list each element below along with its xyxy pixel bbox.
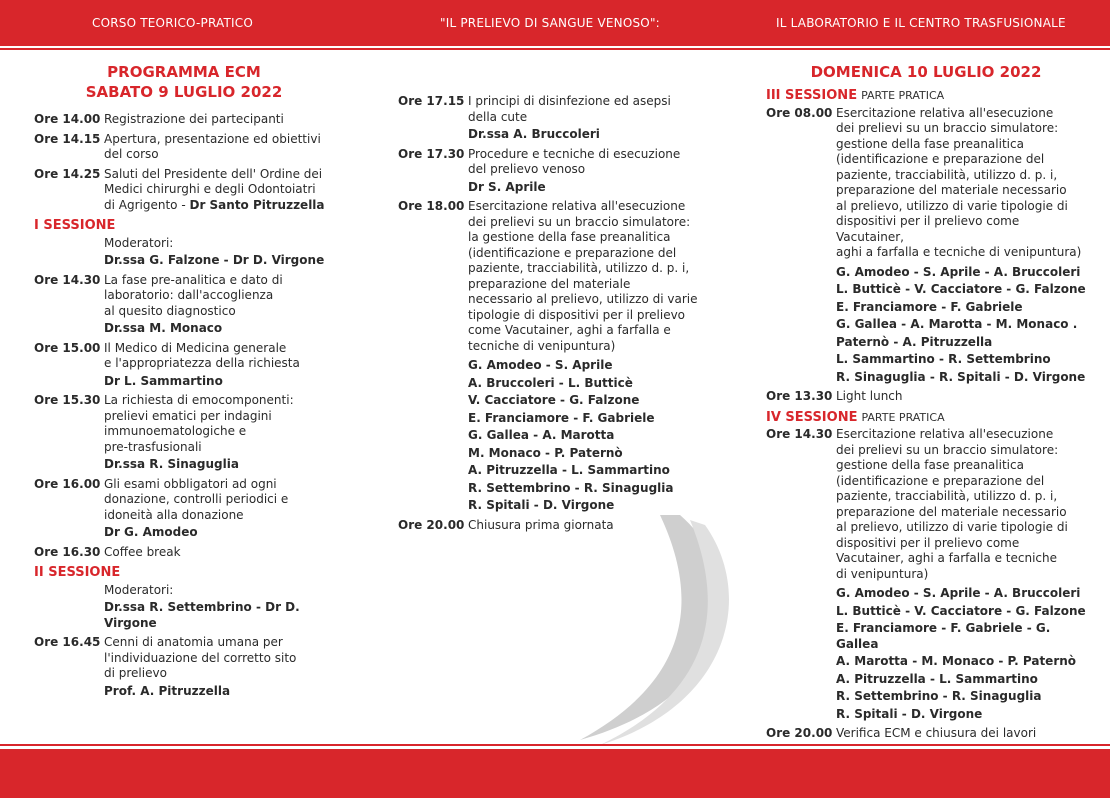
decorative-swoosh	[540, 505, 740, 745]
entry-text: paziente, tracciabilità, utilizzo d. p. i,	[468, 261, 690, 275]
tutor-names: R. Spitali - D. Virgone	[468, 498, 615, 512]
entry-1415	[34, 132, 334, 163]
entry-text: al prelievo, utilizzo di varie tipologie di	[836, 198, 1068, 213]
entry-text: gestione della fase preanalitica	[836, 458, 1024, 472]
time-label: Ore 16.00	[34, 476, 101, 491]
session-1-title: I SESSIONE	[34, 218, 116, 233]
tutor-names: G. Gallea - A. Marotta - M. Monaco .	[836, 317, 1078, 331]
speaker-name: Dr L. Sammartino	[104, 373, 223, 388]
entry-text: Procedure e tecniche di esecuzione	[468, 146, 681, 161]
program-title: PROGRAMMA ECM	[107, 63, 261, 81]
entry-text: al prelievo, utilizzo di varie tipologie di	[836, 520, 1068, 534]
entry-text: Apertura, presentazione ed obiettivi	[104, 131, 321, 146]
entry-text: preparazione del materiale necessario	[836, 504, 1067, 519]
entry-1600	[34, 477, 334, 541]
time-label: Ore 15.30	[34, 393, 101, 407]
time-label: Ore 20.00	[398, 517, 465, 532]
time-label: Ore 17.15	[398, 94, 465, 108]
entry-text: dei prelievi su un braccio simulatore:	[836, 121, 1059, 135]
speaker-name: Prof. A. Pitruzzella	[104, 683, 231, 698]
time-label: Ore 15.00	[34, 340, 101, 355]
entry-1630	[34, 545, 334, 561]
tutor-names: Paternò - A. Pitruzzella	[836, 334, 993, 349]
entry-text: Light lunch	[836, 389, 903, 403]
entry-text: Cenni di anatomia umana per	[104, 635, 283, 649]
time-label: Ore 14.30	[766, 427, 833, 441]
speaker-name: Dr Santo Pitruzzella	[189, 197, 325, 212]
entry-text: dei prelievi su un braccio simulatore:	[468, 214, 691, 229]
tutor-names: L. Butticè - V. Cacciatore - G. Falzone	[836, 282, 1086, 296]
entry-text: Verifica ECM e chiusura dei lavori	[836, 726, 1037, 740]
entry-1425	[34, 167, 334, 214]
speaker-name: Dr.ssa R. Sinaguglia	[104, 457, 239, 471]
entry-text: paziente, tracciabilità, utilizzo d. p. i,	[836, 489, 1058, 503]
moderators-label: Moderatori:	[104, 582, 174, 597]
entry-text: (identificazione e preparazione del	[836, 473, 1045, 488]
entry-1800	[398, 199, 698, 514]
tutor-names: R. Sinaguglia - R. Spitali - D. Virgone	[836, 369, 1086, 384]
entry-text: la gestione della fase preanalitica	[468, 230, 671, 244]
time-label: Ore 16.30	[34, 544, 101, 559]
entry-text: Medici chirurghi e degli Odontoiatri	[104, 182, 316, 196]
entry-1330	[766, 389, 1086, 405]
header-right-text: IL LABORATORIO E IL CENTRO TRASFUSIONALE	[776, 16, 1066, 30]
entry-2000-day1	[398, 518, 698, 534]
header-center-text: "IL PRELIEVO DI SANGUE VENOSO":	[440, 16, 660, 30]
entry-text: di venipuntura)	[836, 566, 929, 581]
entry-text: Coffee break	[104, 544, 181, 559]
footer-bar	[0, 749, 1110, 798]
moderators-label: Moderatori:	[104, 235, 174, 250]
tutor-names: A. Pitruzzella - L. Sammartino	[836, 671, 1038, 686]
entry-text: dei prelievi su un braccio simulatore:	[836, 442, 1059, 457]
session-4-title	[766, 410, 1086, 426]
moderators-names: Dr.ssa G. Falzone - Dr D. Virgone	[104, 253, 325, 267]
entry-1430-day2	[766, 427, 1086, 722]
entry-text: di Agrigento -	[104, 197, 190, 212]
footer-rule	[0, 744, 1110, 746]
entry-text: e l'appropriatezza della richiesta	[104, 356, 300, 370]
entry-text: Vacutainer, aghi a farfalla e tecniche	[836, 551, 1058, 565]
tutor-names: G. Amodeo - S. Aprile - A. Bruccoleri	[836, 586, 1081, 600]
session-2-title: II SESSIONE	[34, 565, 121, 580]
session-3-title	[766, 88, 1086, 104]
time-label: Ore 18.00	[398, 199, 465, 213]
tutor-names: R. Spitali - D. Virgone	[836, 706, 983, 721]
entry-text: Il Medico di Medicina generale	[104, 340, 287, 355]
entry-text: preparazione del materiale	[468, 276, 631, 291]
tutor-names: A. Bruccoleri - L. Butticè	[468, 375, 633, 390]
entry-text: (identificazione e preparazione del	[836, 152, 1045, 166]
entry-text: donazione, controlli periodici e	[104, 492, 289, 506]
entry-text: al quesito diagnostico	[104, 303, 236, 318]
tutor-names: L. Sammartino - R. Settembrino	[836, 352, 1051, 366]
moderators-names: Dr.ssa R. Settembrino - Dr D. Virgone	[104, 600, 300, 630]
middle-column	[398, 94, 698, 537]
entry-text: Chiusura prima giornata	[468, 517, 614, 532]
entry-text: dispositivi per il prelievo come	[836, 535, 1020, 550]
tutor-names: E. Franciamore - F. Gabriele	[468, 410, 655, 425]
entry-text: Esercitazione relativa all'esecuzione	[836, 105, 1054, 120]
entry-text: (identificazione e preparazione del	[468, 245, 677, 260]
tutor-names: E. Franciamore - F. Gabriele	[836, 299, 1023, 314]
entry-text: aghi a farfalla e tecniche di venipuntura)	[836, 245, 1082, 259]
entry-text: idoneità alla donazione	[104, 507, 244, 522]
entry-text: Esercitazione relativa all'esecuzione	[836, 427, 1054, 441]
time-label: Ore 14.00	[34, 112, 101, 126]
entry-text: della cute	[468, 109, 528, 124]
tutor-names: A. Pitruzzella - L. Sammartino	[468, 463, 670, 477]
tutor-names: G. Gallea - A. Marotta	[468, 428, 615, 442]
entry-text: Esercitazione relativa all'esecuzione	[468, 199, 686, 213]
entry-1530	[34, 393, 334, 473]
speaker-name: Dr S. Aprile	[468, 179, 546, 194]
session-4-label: IV SESSIONE	[766, 409, 858, 425]
left-column	[34, 62, 334, 703]
entry-text: tecniche di venipuntura)	[468, 338, 616, 353]
session-2-moderators	[34, 583, 334, 632]
tutor-names: E. Franciamore - F. Gabriele - G. Gallea	[836, 621, 1051, 651]
entry-1730	[398, 147, 698, 196]
tutor-names: R. Settembrino - R. Sinaguglia	[836, 689, 1042, 703]
sunday-date: DOMENICA 10 LUGLIO 2022	[810, 63, 1042, 81]
entry-text: pre-trasfusionali	[104, 439, 202, 454]
entry-text: I principi di disinfezione ed asepsi	[468, 94, 671, 108]
tutor-names: M. Monaco - P. Paternò	[468, 445, 623, 460]
entry-text: paziente, tracciabilità, utilizzo d. p. i,	[836, 167, 1058, 182]
entry-text: Saluti del Presidente dell' Ordine dei	[104, 166, 323, 181]
entry-text: l'individuazione del corretto sito	[104, 650, 297, 665]
entry-text: preparazione del materiale necessario	[836, 183, 1067, 197]
time-label: Ore 14.15	[34, 131, 101, 146]
session-3-label: III SESSIONE	[766, 88, 858, 103]
tutor-names: G. Amodeo - S. Aprile	[468, 358, 613, 372]
tutor-names: L. Butticè - V. Cacciatore - G. Falzone	[836, 603, 1086, 618]
time-label: Ore 14.30	[34, 272, 101, 287]
entry-1400	[34, 112, 334, 128]
speaker-name: Dr G. Amodeo	[104, 525, 198, 539]
time-label: Ore 08.00	[766, 105, 833, 120]
entry-text: di prelievo	[104, 666, 167, 680]
entry-text: del corso	[104, 147, 159, 161]
time-label: Ore 16.45	[34, 635, 101, 649]
entry-text: prelievi ematici per indagini	[104, 408, 272, 423]
time-label: Ore 20.00	[766, 726, 833, 740]
tutor-names: R. Settembrino - R. Sinaguglia	[468, 480, 674, 495]
entry-text: necessario al prelievo, utilizzo di varie	[468, 292, 698, 306]
entry-text: Registrazione dei partecipanti	[104, 112, 284, 126]
tutor-names: A. Marotta - M. Monaco - P. Paternò	[836, 654, 1077, 668]
time-label: Ore 13.30	[766, 389, 833, 403]
entry-text: tipologie di dispositivi per il prelievo	[468, 307, 686, 322]
entry-text: Gli esami obbligatori ad ogni	[104, 476, 277, 491]
entry-text: immunoematologiche e	[104, 424, 247, 438]
entry-text: del prelievo venoso	[468, 162, 586, 176]
time-label: Ore 14.25	[34, 166, 101, 181]
session-4-subtitle: PARTE PRATICA	[861, 410, 945, 424]
header-rule	[0, 48, 1110, 50]
entry-text: gestione della fase preanalitica	[836, 136, 1024, 151]
entry-text: laboratorio: dall'accoglienza	[104, 288, 274, 302]
session-3-subtitle: PARTE PRATICA	[861, 89, 945, 102]
entry-text: come Vacutainer, aghi a farfalla e	[468, 323, 671, 337]
entry-text: La richiesta di emocomponenti:	[104, 393, 294, 407]
entry-0800	[766, 106, 1086, 386]
entry-1645	[34, 635, 334, 699]
entry-text: dispositivi per il prelievo come Vacutainer,	[836, 214, 1020, 244]
time-label: Ore 17.30	[398, 146, 465, 161]
session-1-moderators	[34, 236, 334, 269]
entry-2000-day2	[766, 726, 1086, 742]
tutor-names: G. Amodeo - S. Aprile - A. Bruccoleri	[836, 264, 1081, 279]
right-column	[766, 62, 1086, 746]
entry-1715	[398, 94, 698, 143]
entry-1500	[34, 341, 334, 390]
saturday-date: SABATO 9 LUGLIO 2022	[85, 83, 283, 101]
entry-1430	[34, 273, 334, 337]
speaker-name: Dr.ssa A. Bruccoleri	[468, 127, 600, 141]
header-left-text: CORSO TEORICO-PRATICO	[92, 16, 254, 30]
speaker-name: Dr.ssa M. Monaco	[104, 321, 223, 335]
tutor-names: V. Cacciatore - G. Falzone	[468, 393, 640, 407]
entry-text: La fase pre-analitica e dato di	[104, 272, 283, 287]
